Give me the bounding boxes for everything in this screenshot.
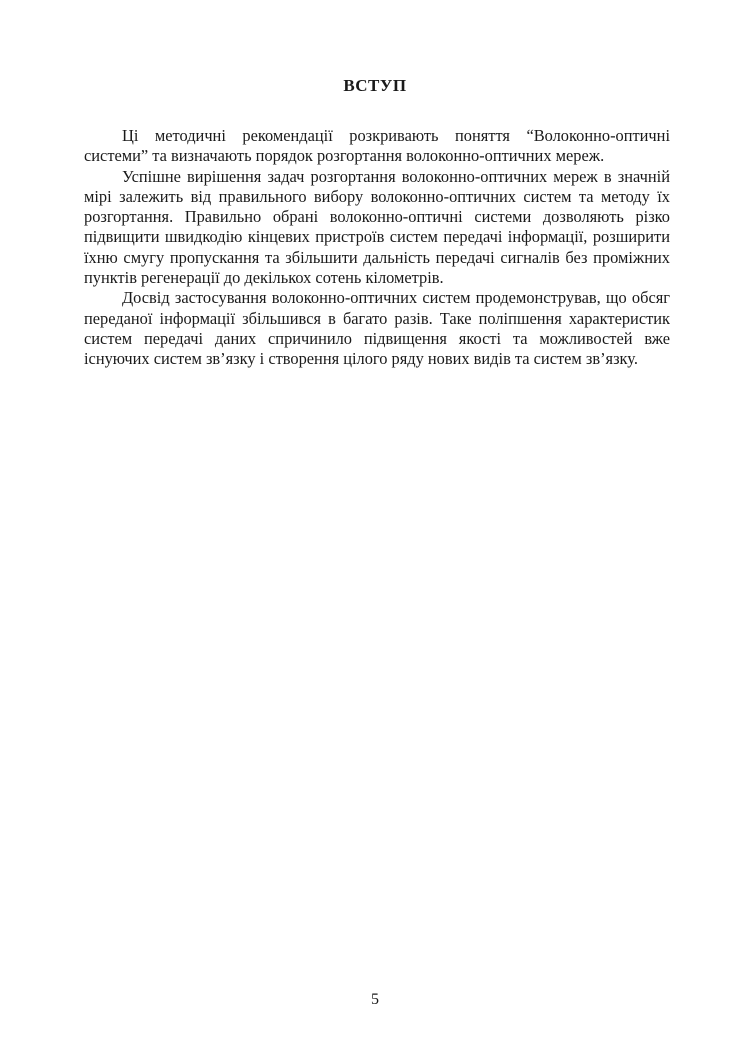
body-text xyxy=(84,126,670,370)
paragraph-3: Досвід застосування волоконно-оптичних систем продемонстрував, що обсяг переданої інформації збільшився в багато разів. Таке поліпшення характеристик систем передачі даних спричинило підвищення якості та можливостей вже існуючих систем зв’язку і створення цілого ряду нових видів та систем зв’язку. xyxy=(84,288,670,369)
page-title: ВСТУП xyxy=(343,76,407,95)
page-number: 5 xyxy=(371,991,379,1008)
paragraph-2: Успішне вирішення задач розгортання волоконно-оптичних мереж в значній мірі залежить від правильного вибору волоконно-оптичних систем та методу їх розгортання. Правильно обрані волоконно-оптичні системи дозволяють різко підвищити швидкодію кінцевих пристроїв систем передачі інформації, розширити їхню смугу пропускання та збільшити дальність передачі сигналів без проміжних пунктів регенерації до декількох сотень кілометрів. xyxy=(84,166,670,288)
paragraph-1: Ці методичні рекомендації розкривають поняття “Волоконно-оптичні системи” та визначають порядок розгортання волоконно-оптичних мереж. xyxy=(84,126,670,166)
